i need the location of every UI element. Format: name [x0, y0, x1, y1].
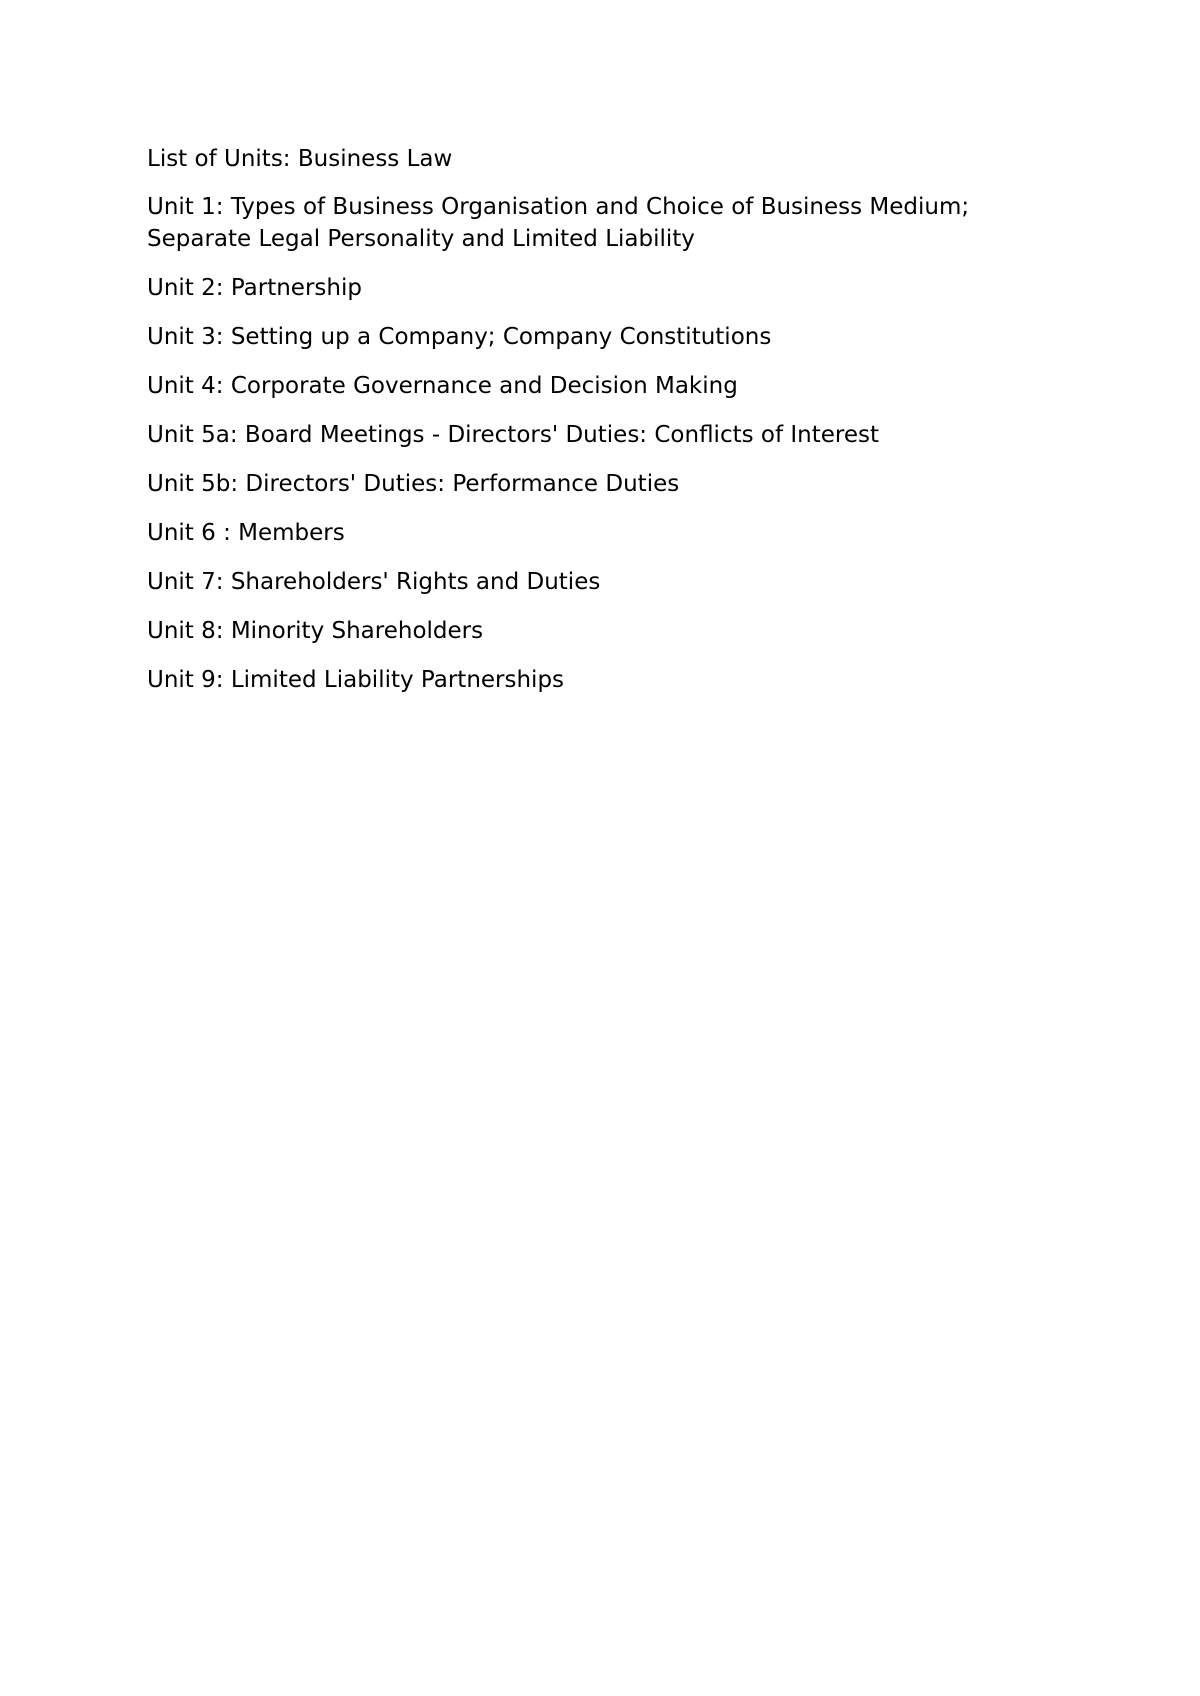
unit-item-4: Unit 4: Corporate Governance and Decision Making — [147, 373, 738, 399]
unit-item-8: Unit 8: Minority Shareholders — [147, 618, 484, 644]
unit-item-7: Unit 7: Shareholders' Rights and Duties — [147, 569, 601, 595]
unit-item-5a: Unit 5a: Board Meetings - Directors' Duties: Conflicts of Interest — [147, 422, 880, 448]
unit-item-9: Unit 9: Limited Liability Partnerships — [147, 667, 565, 693]
unit-item-5b: Unit 5b: Directors' Duties: Performance Duties — [147, 471, 680, 497]
unit-item-2: Unit 2: Partnership — [147, 275, 362, 301]
document-body — [147, 143, 1067, 713]
unit-item-3: Unit 3: Setting up a Company; Company Constitutions — [147, 324, 772, 350]
document-title: List of Units: Business Law — [147, 146, 453, 172]
unit-item-1: Unit 1: Types of Business Organisation and Choice of Business Medium; Separate Legal Personality and Limited Liability — [147, 194, 970, 252]
unit-item-6: Unit 6 : Members — [147, 520, 345, 546]
